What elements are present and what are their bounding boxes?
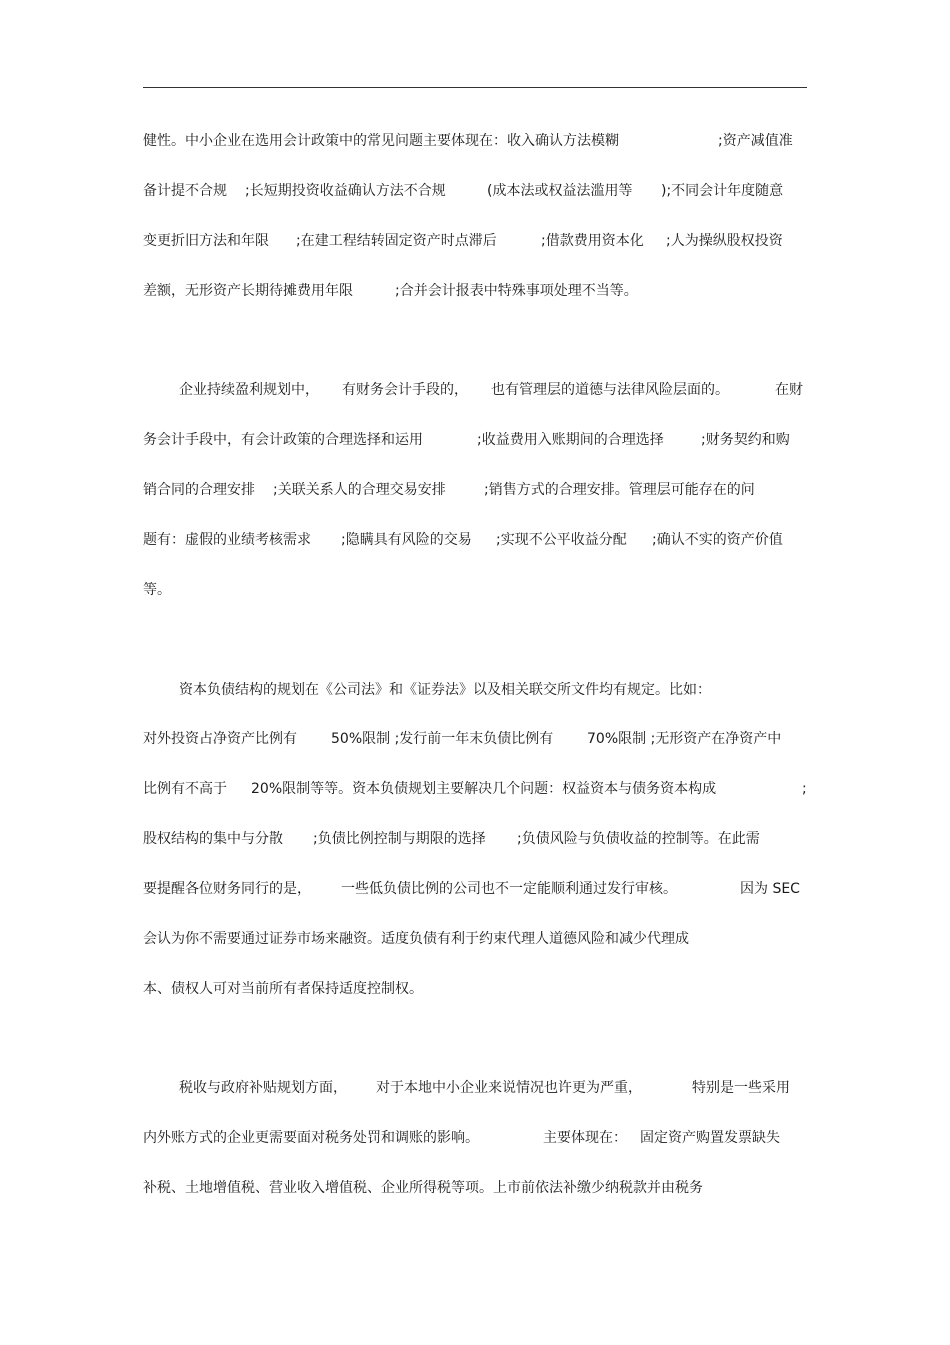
text-segment: 20%限制等等。资本负债规划主要解决几个问题：权益资本与债务资本构成 (251, 781, 717, 797)
text-segment: 固定资产购置发票缺失 (640, 1130, 780, 1146)
text-segment: 70%限制 ;无形资产在净资产中 (587, 731, 782, 747)
text-segment: 比例有不高于 (143, 781, 227, 797)
text-line (0, 675, 950, 705)
text-line (0, 126, 950, 156)
text-segment: 股权结构的集中与分散 (143, 831, 283, 847)
text-segment: 等。 (143, 582, 171, 598)
text-segment: 企业持续盈利规划中， (179, 382, 319, 398)
text-segment: 健性。中小企业在选用会计政策中的常见问题主要体现在：收入确认方法模糊 (143, 133, 619, 149)
text-segment: 备计提不合规 (143, 183, 227, 199)
text-segment: ;实现不公平收益分配 (496, 532, 627, 548)
text-segment: 题有：虚假的业绩考核需求 (143, 532, 311, 548)
text-segment: 资本负债结构的规划在《公司法》和《证券法》以及相关联交所文件均有规定。比如： (179, 682, 711, 698)
text-segment: (成本法或权益法滥用等 (487, 183, 633, 199)
text-segment: ;销售方式的合理安排。管理层可能存在的问 (484, 482, 755, 498)
text-segment: 税收与政府补贴规划方面， (179, 1080, 347, 1096)
text-segment: ;关联关系人的合理交易安排 (273, 482, 446, 498)
text-segment: 50%限制 ;发行前一年末负债比例有 (331, 731, 554, 747)
text-segment: 因为 SEC (740, 881, 800, 897)
text-segment: ;借款费用资本化 (541, 233, 644, 249)
text-line (0, 1123, 950, 1153)
text-segment: 内外账方式的企业更需要面对税务处罚和调账的影响。 (143, 1130, 479, 1146)
text-line (0, 176, 950, 206)
text-line (0, 475, 950, 505)
text-segment: 对外投资占净资产比例有 (143, 731, 297, 747)
text-segment: ;负债风险与负债收益的控制等。在此需 (517, 831, 760, 847)
text-line (0, 276, 950, 306)
text-segment: ; (802, 781, 807, 797)
text-segment: ;隐瞒具有风险的交易 (341, 532, 472, 548)
text-segment: ;人为操纵股权投资 (666, 233, 783, 249)
text-segment: 特别是一些采用 (692, 1080, 790, 1096)
text-segment: ;合并会计报表中特殊事项处理不当等。 (395, 283, 638, 299)
text-segment: ;长短期投资收益确认方法不合规 (245, 183, 446, 199)
text-line (0, 525, 950, 555)
text-segment: 补税、土地增值税、营业收入增值税、企业所得税等项。上市前依法补缴少纳税款并由税务 (143, 1180, 703, 1196)
text-segment: ;资产减值准 (718, 133, 793, 149)
text-segment: 主要体现在： (543, 1130, 627, 1146)
text-segment: ;在建工程结转固定资产时点滞后 (296, 233, 497, 249)
text-segment: );不同会计年度随意 (661, 183, 784, 199)
text-segment: 会认为你不需要通过证券市场来融资。适度负债有利于约束代理人道德风险和减少代理成 (143, 931, 689, 947)
text-segment: 要提醒各位财务同行的是， (143, 881, 311, 897)
text-segment: 对于本地中小企业来说情况也许更为严重， (376, 1080, 642, 1096)
text-segment: ;收益费用入账期间的合理选择 (477, 432, 664, 448)
text-line (0, 824, 950, 854)
text-line (0, 924, 950, 954)
text-line (0, 724, 950, 754)
text-line (0, 575, 950, 605)
text-segment: 差额，无形资产长期待摊费用年限 (143, 283, 353, 299)
text-line (0, 1073, 950, 1103)
text-line (0, 974, 950, 1004)
text-line (0, 874, 950, 904)
text-segment: 也有管理层的道德与法律风险层面的。 (491, 382, 729, 398)
text-segment: 变更折旧方法和年限 (143, 233, 269, 249)
text-segment: 本、债权人可对当前所有者保持适度控制权。 (143, 981, 423, 997)
text-segment: ;负债比例控制与期限的选择 (313, 831, 486, 847)
text-line (0, 375, 950, 405)
text-segment: 有财务会计手段的， (342, 382, 468, 398)
text-segment: ;财务契约和购 (701, 432, 790, 448)
text-segment: ;确认不实的资产价值 (652, 532, 783, 548)
text-segment: 在财 (775, 382, 803, 398)
text-segment: 销合同的合理安排 (143, 482, 255, 498)
text-line (0, 425, 950, 455)
text-segment: 务会计手段中，有会计政策的合理选择和运用 (143, 432, 423, 448)
text-segment: 一些低负债比例的公司也不一定能顺利通过发行审核。 (341, 881, 677, 897)
text-line (0, 226, 950, 256)
text-line (0, 774, 950, 804)
text-line (0, 1173, 950, 1203)
header-rule (143, 87, 807, 88)
